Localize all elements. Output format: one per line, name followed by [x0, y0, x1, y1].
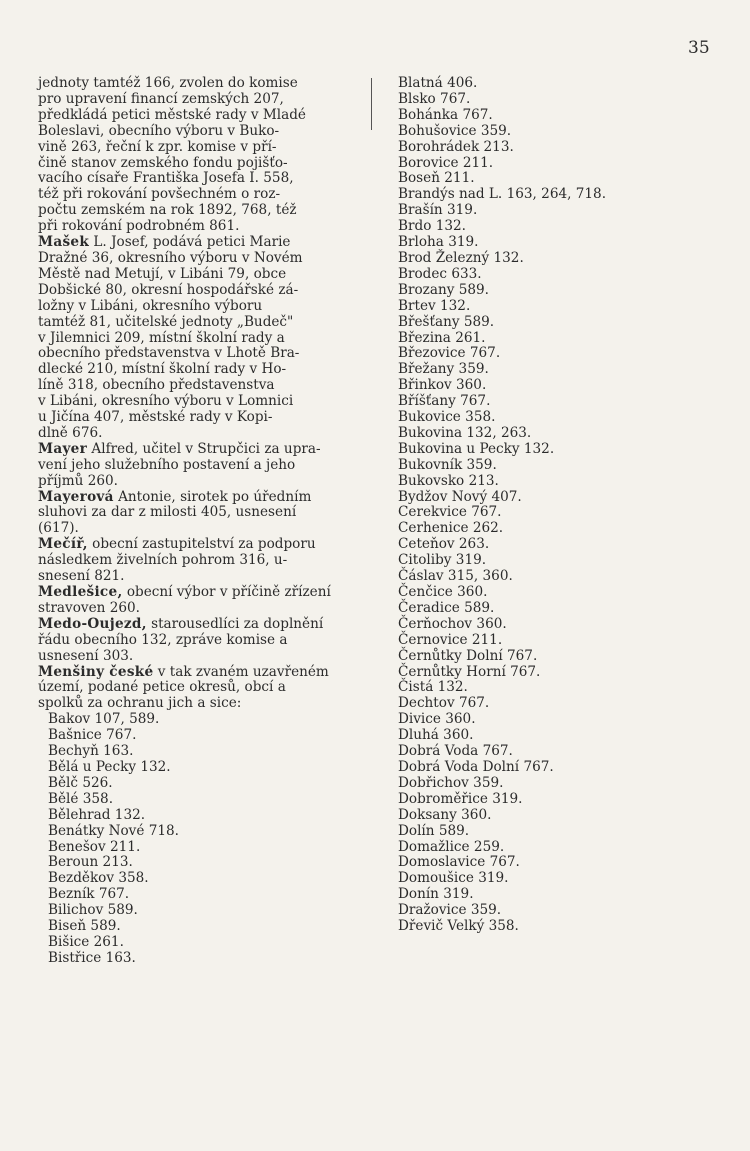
- entry-line: [38, 553, 358, 569]
- place-item: Čerňochov 360.: [398, 615, 507, 632]
- entry-line: [38, 601, 358, 617]
- entry-text: Boleslavi, obecního výboru v Buko-: [38, 122, 280, 139]
- entry-line: [38, 521, 358, 537]
- entry-text: obecní výbor v příčině zřízení: [122, 584, 331, 600]
- place-item: Bydžov Nový 407.: [398, 488, 522, 505]
- entry-text: L. Josef, podává petici Marie: [89, 234, 291, 251]
- page-number: 35: [688, 38, 710, 58]
- entry-line: [38, 537, 358, 553]
- entry-line: [38, 490, 358, 506]
- entry-text: spolků za ochranu jich a sice:: [38, 695, 242, 712]
- place-item: Dechtov 767.: [398, 695, 490, 712]
- entry-line: [38, 124, 358, 140]
- entry-line: [38, 267, 358, 283]
- entry-line: [38, 665, 358, 681]
- place-item: Dolín 589.: [398, 822, 470, 839]
- entry-line: [38, 187, 358, 203]
- entry-heading: Medlešice,: [38, 584, 123, 600]
- entry-line: [38, 92, 358, 108]
- place-item: Bříšťany 767.: [398, 393, 491, 410]
- entry-line: [38, 696, 358, 712]
- entry-heading: Mayer: [38, 440, 88, 457]
- entry-line: [38, 649, 358, 665]
- entry-text: vině 263, řeční k zpr. komise v pří-: [38, 138, 277, 155]
- place-item: Dluhá 360.: [398, 727, 474, 744]
- entry-text: počtu zemském na rok 1892, 768, též: [38, 202, 297, 219]
- place-item: Bukovsko 213.: [398, 472, 499, 489]
- entry-text: v tak zvaném uzavřeném: [153, 663, 329, 680]
- place-item: Černůtky Horní 767.: [398, 663, 541, 680]
- place-item: Brandýs nad L. 163, 264, 718.: [398, 186, 607, 203]
- entry-line: [38, 394, 358, 410]
- entry-text: líně 318, obecního představenstva: [38, 377, 275, 394]
- entry-line: [38, 251, 358, 267]
- entry-line: [38, 362, 358, 378]
- entry-line: [38, 680, 358, 696]
- place-item: Borovice 211.: [398, 154, 494, 171]
- right-column: [398, 76, 728, 935]
- entry-text: Antonie, sirotek po úředním: [113, 488, 312, 505]
- entry-text: v Jilemnici 209, místní školní rady a: [38, 329, 285, 346]
- entry-line: [38, 219, 358, 235]
- entry-line: [38, 140, 358, 156]
- place-item: Břežany 359.: [398, 361, 489, 378]
- entry-text: Dražné 36, okresního výboru v Novém: [38, 249, 303, 266]
- place-item: Biseň 589.: [48, 918, 121, 935]
- place-item: Bukovice 358.: [398, 409, 496, 426]
- entry-text: jednoty tamtéž 166, zvolen do komise: [38, 75, 298, 91]
- entry-text: předkládá petici městské rady v Mladé: [38, 106, 306, 123]
- place-item: Blsko 767.: [398, 90, 471, 107]
- place-item: Bezník 767.: [48, 886, 130, 903]
- place-item: Cerekvice 767.: [398, 504, 502, 521]
- place-item: Bilichov 589.: [48, 902, 138, 919]
- place-item: Bašnice 767.: [48, 727, 137, 744]
- entry-heading: Mečíř,: [38, 536, 88, 553]
- entry-text: (617).: [38, 520, 79, 537]
- entry-line: [38, 505, 358, 521]
- entry-line: [38, 108, 358, 124]
- place-item: Bukovina u Pecky 132.: [398, 440, 555, 457]
- place-item: Bělá u Pecky 132.: [48, 758, 171, 775]
- place-item: Bohánka 767.: [398, 106, 493, 123]
- entry-text: Městě nad Metují, v Libáni 79, obce: [38, 265, 287, 282]
- entry-text: vacího císaře Františka Josefa I. 558,: [38, 170, 294, 187]
- entry-text: u Jičína 407, městské rady v Kopi-: [38, 409, 273, 426]
- entry-text: též při rokování povšechném o roz-: [38, 186, 281, 203]
- place-item: Doksany 360.: [398, 806, 492, 823]
- entry-line: [38, 410, 358, 426]
- place-item: Brašín 319.: [398, 202, 478, 219]
- place-item: Cerhenice 262.: [398, 520, 504, 537]
- entry-line: [38, 378, 358, 394]
- entry-line: [38, 442, 358, 458]
- entry-text: snesení 821.: [38, 568, 125, 585]
- entry-line: [38, 617, 358, 633]
- entry-text: ložny v Libáni, okresního výboru: [38, 297, 263, 314]
- column-rule: [371, 78, 372, 130]
- entry-line: [38, 633, 358, 649]
- place-item: Březina 261.: [398, 329, 486, 346]
- entry-text: následkem živelních pohrom 316, u-: [38, 552, 288, 569]
- entry-line: [38, 458, 358, 474]
- index-entry: [38, 76, 358, 235]
- entry-text: stravoven 260.: [38, 599, 140, 616]
- entry-text: při rokování podrobném 861.: [38, 218, 240, 235]
- place-item: Domoušice 319.: [398, 870, 509, 887]
- place-item: Dražovice 359.: [398, 902, 502, 919]
- place-item: Brozany 589.: [398, 281, 489, 298]
- place-item: Černůtky Dolní 767.: [398, 647, 538, 664]
- place-item: Brdo 132.: [398, 218, 466, 235]
- entry-line: [38, 235, 358, 251]
- place-item: Dřevič Velký 358.: [398, 918, 519, 935]
- entry-heading: Menšiny české: [38, 663, 154, 680]
- place-item: Bohušovice 359.: [398, 122, 512, 139]
- entry-text: v Libáni, okresního výboru v Lomnici: [38, 393, 294, 410]
- index-entry: [38, 585, 358, 617]
- index-entry: [38, 235, 358, 442]
- entry-text: obecní zastupitelství za podporu: [87, 536, 316, 553]
- entry-line: [38, 331, 358, 347]
- place-item: Čeradice 589.: [398, 599, 495, 616]
- place-item: Benátky Nové 718.: [48, 822, 179, 839]
- entry-text: příjmů 260.: [38, 472, 118, 489]
- place-item: Břinkov 360.: [398, 377, 487, 394]
- entry-text: čině stanov zemského fondu pojišťo-: [38, 154, 288, 171]
- place-item: Ceteňov 263.: [398, 536, 490, 553]
- entry-text: dlecké 210, místní školní rady v Ho-: [38, 361, 287, 378]
- place-item: Bělé 358.: [48, 790, 114, 807]
- place-item: Brtev 132.: [398, 297, 471, 314]
- place-item: Citoliby 319.: [398, 552, 487, 569]
- place-item: Černovice 211.: [398, 631, 503, 648]
- place-item: Bišice 261.: [48, 933, 124, 950]
- place-item: Dobrá Voda Dolní 767.: [398, 758, 554, 775]
- place-item: Dobřichov 359.: [398, 774, 504, 791]
- place-item: Boseň 211.: [398, 170, 475, 187]
- place-item: Benešov 211.: [48, 838, 141, 855]
- entry-text: tamtéž 81, učitelské jednoty „Budeč": [38, 313, 294, 330]
- entry-text: území, podané petice okresů, obcí a: [38, 679, 286, 696]
- entry-line: [38, 474, 358, 490]
- entry-text: starousedlíci za doplnění: [146, 615, 324, 632]
- place-item: Domoslavice 767.: [398, 854, 520, 871]
- place-item: Čistá 132.: [398, 679, 468, 696]
- entry-line: [38, 585, 358, 601]
- entry-line: [38, 346, 358, 362]
- place-item: Bukovina 132, 263.: [398, 424, 532, 441]
- place-item: Čáslav 315, 360.: [398, 568, 513, 585]
- entry-text: pro upravení financí zemských 207,: [38, 90, 284, 107]
- entry-text: Alfred, učitel v Strupčici za upra-: [87, 440, 321, 457]
- index-entry: [38, 665, 358, 713]
- place-item: Čenčice 360.: [398, 584, 488, 600]
- place-item: Březovice 767.: [398, 345, 501, 362]
- place-item: Bělč 526.: [48, 774, 113, 791]
- place-item: Brloha 319.: [398, 234, 479, 251]
- index-entry: [38, 490, 358, 538]
- place-item: Bukovník 359.: [398, 456, 497, 473]
- place-item: Brod Železný 132.: [398, 249, 524, 266]
- left-column: [38, 76, 358, 967]
- place-item: Brodec 633.: [398, 265, 482, 282]
- entry-line: [38, 171, 358, 187]
- entry-line: [38, 156, 358, 172]
- place-item: Blatná 406.: [398, 75, 478, 91]
- entry-text: dlně 676.: [38, 424, 103, 441]
- place-item: Dobrá Voda 767.: [398, 743, 513, 760]
- entry-line: [38, 426, 358, 442]
- place-item: Bakov 107, 589.: [48, 711, 160, 728]
- entry-heading: Medo-Oujezd,: [38, 615, 147, 632]
- place-item: Bistřice 163.: [48, 949, 136, 966]
- entry-text: vení jeho služebního postavení a jeho: [38, 456, 296, 473]
- place-item: Domažlice 259.: [398, 838, 505, 855]
- place-item: Beroun 213.: [48, 854, 133, 871]
- place-item: Dobroměřice 319.: [398, 790, 523, 807]
- entry-text: usnesení 303.: [38, 647, 134, 664]
- entry-line: [38, 299, 358, 315]
- place-item: Donín 319.: [398, 886, 474, 903]
- entry-line: [38, 315, 358, 331]
- index-entry: [38, 442, 358, 490]
- entry-line: [38, 76, 358, 92]
- index-entry: [38, 537, 358, 585]
- place-item: Divice 360.: [398, 711, 476, 728]
- entry-text: Dobšické 80, okresní hospodářské zá-: [38, 281, 299, 298]
- entry-heading: Mayerová: [38, 488, 114, 505]
- index-entry: [38, 617, 358, 665]
- place-item: Bechyň 163.: [48, 743, 134, 760]
- place-item: Bezděkov 358.: [48, 870, 149, 887]
- place-item: Borohrádek 213.: [398, 138, 514, 155]
- place-item: Bělehrad 132.: [48, 806, 146, 823]
- entry-line: [38, 203, 358, 219]
- entry-line: [38, 569, 358, 585]
- place-item: Břešťany 589.: [398, 313, 495, 330]
- entry-line: [38, 283, 358, 299]
- entry-text: obecního představenstva v Lhotě Bra-: [38, 345, 300, 362]
- entry-text: sluhovi za dar z milosti 405, usnesení: [38, 504, 297, 521]
- entry-text: řádu obecního 132, zpráve komise a: [38, 631, 288, 648]
- entry-heading: Mašek: [38, 234, 90, 251]
